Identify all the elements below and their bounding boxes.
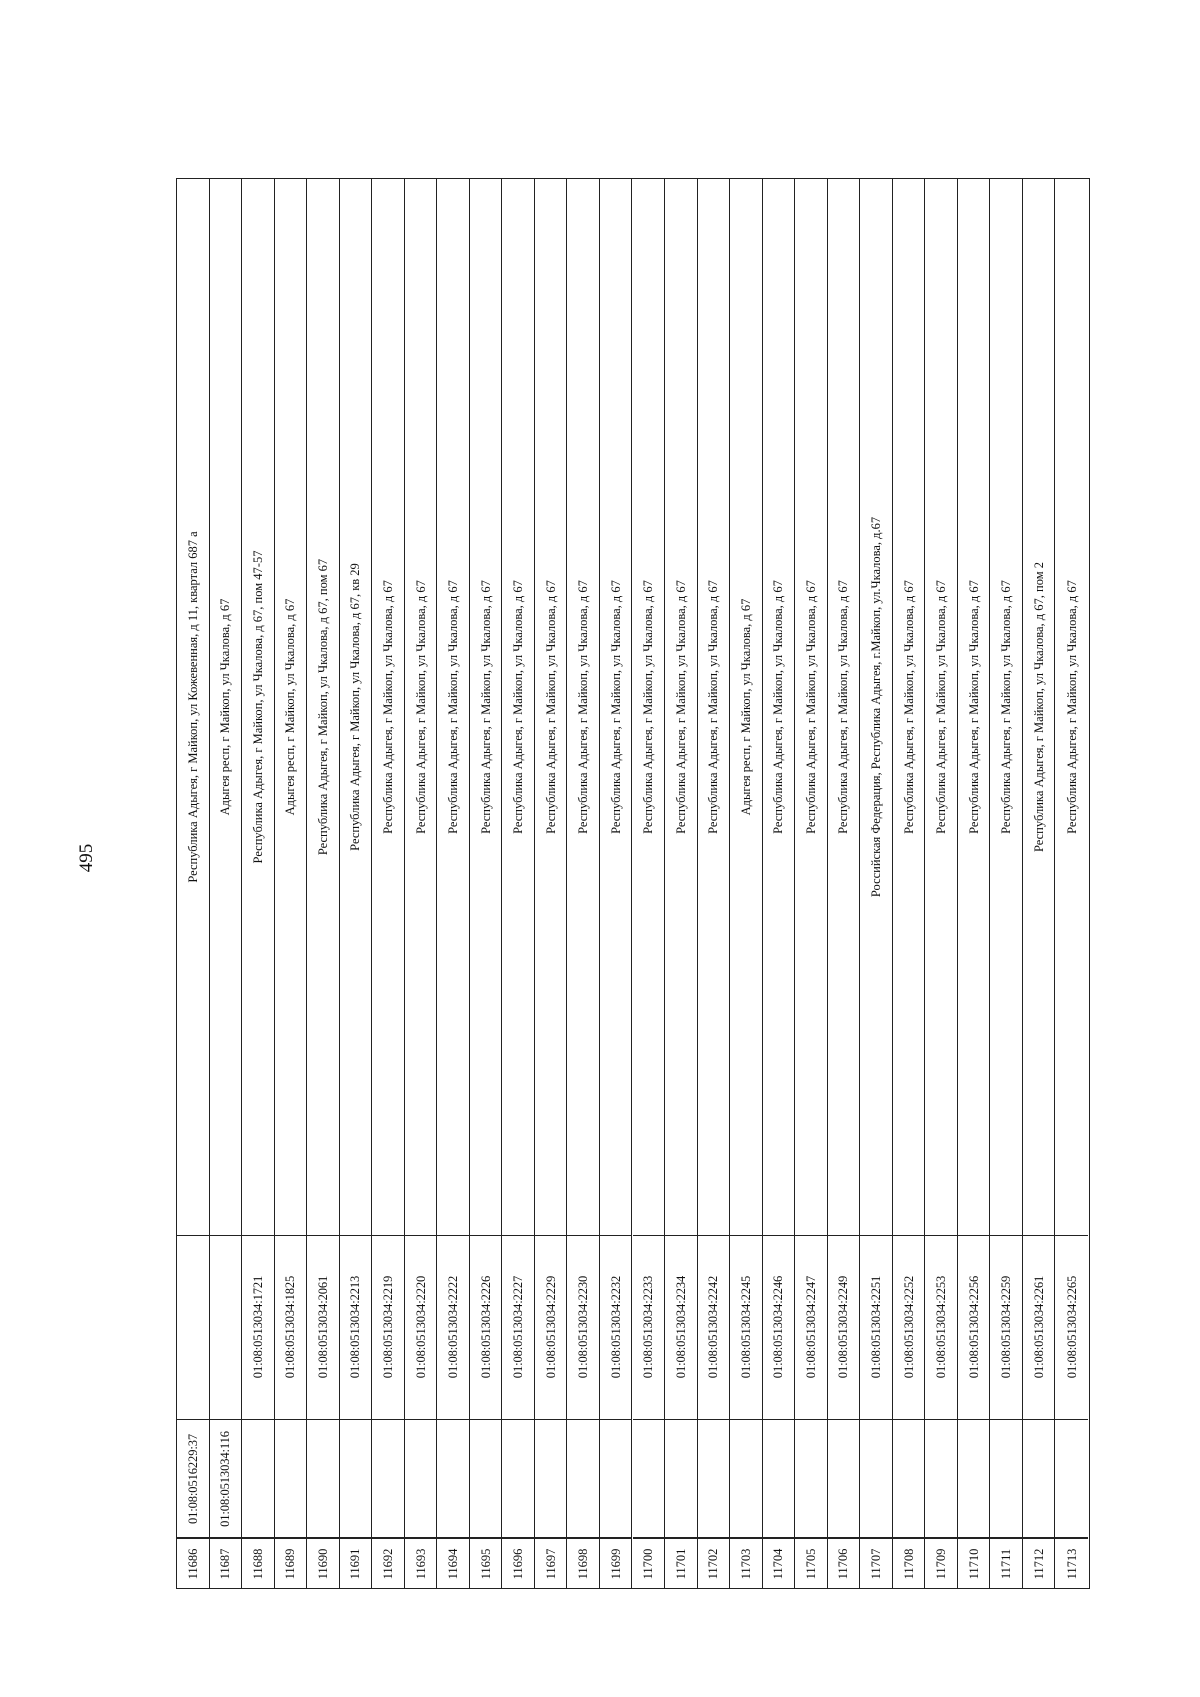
object-cadastral-number-cell [633, 1234, 665, 1419]
row-number-cell-text: 11688 [250, 1548, 265, 1579]
cadastral-number-cell [275, 1419, 307, 1538]
object-cadastral-number-cell-text: 01:08:0513034:2232 [608, 1275, 623, 1378]
row-number-cell-text: 11697 [543, 1548, 558, 1579]
address-cell [340, 179, 372, 1236]
row-number-cell [275, 1538, 307, 1588]
row-number-cell [177, 1538, 209, 1588]
object-cadastral-number-cell [958, 1234, 990, 1419]
row-number-cell-text: 11689 [283, 1548, 298, 1579]
object-cadastral-number-cell [600, 1234, 632, 1419]
row-number-cell [893, 1538, 925, 1588]
row-number-cell-text: 11691 [348, 1548, 363, 1579]
address-cell-text: Республика Адыгея, г Майкоп, ул Чкалова, д 67 [934, 580, 949, 834]
row-number-cell-text: 11704 [771, 1548, 786, 1579]
address-cell-text: Республика Адыгея, г Майкоп, ул Чкалова, д 67 [478, 580, 493, 834]
row-number-cell-text: 11702 [706, 1548, 721, 1579]
row-number-cell [990, 1538, 1022, 1588]
row-number-cell-text: 11710 [966, 1548, 981, 1579]
row-number-cell [925, 1538, 957, 1588]
page-number: 495 [76, 843, 97, 873]
row-number-cell-text: 11696 [511, 1548, 526, 1579]
table-row [860, 179, 893, 1588]
address-cell [925, 179, 957, 1236]
address-cell-text: Республика Адыгея, г Майкоп, ул Чкалова, д 67 [608, 580, 623, 834]
address-cell [567, 179, 599, 1236]
cadastral-number-cell [242, 1419, 274, 1538]
table-row [535, 179, 568, 1588]
object-cadastral-number-cell-text: 01:08:0513034:2256 [966, 1275, 981, 1378]
row-number-cell [372, 1538, 404, 1588]
address-cell [795, 179, 827, 1236]
object-cadastral-number-cell-text: 01:08:0513034:2222 [446, 1275, 461, 1378]
row-number-cell [795, 1538, 827, 1588]
row-number-cell-text: 11686 [185, 1548, 200, 1579]
address-cell [665, 179, 697, 1236]
row-number-cell-text: 11707 [869, 1548, 884, 1579]
table-row [177, 179, 210, 1588]
object-cadastral-number-cell [860, 1234, 892, 1419]
row-number-cell-text: 11712 [1031, 1548, 1046, 1579]
table-row [763, 179, 796, 1588]
address-cell-text: Республика Адыгея, г Майкоп, ул Чкалова, д 67 [446, 580, 461, 834]
address-cell-text: Адыгея респ, г Майкоп, ул Чкалова, д 67 [283, 598, 298, 816]
cadastral-number-cell [567, 1419, 599, 1538]
table-row [958, 179, 991, 1588]
cadastral-number-cell [340, 1419, 372, 1538]
table-row [567, 179, 600, 1588]
object-cadastral-number-cell [470, 1234, 502, 1419]
address-cell-text: Республика Адыгея, г Майкоп, ул Чкалова, д 67 [901, 580, 916, 834]
address-cell [1055, 179, 1088, 1236]
row-number-cell [535, 1538, 567, 1588]
address-cell-text: Республика Адыгея, г Майкоп, ул Чкалова, д 67 [511, 580, 526, 834]
row-number-cell [307, 1538, 339, 1588]
address-cell-text: Адыгея респ, г Майкоп, ул Чкалова, д 67 [218, 598, 233, 816]
object-cadastral-number-cell-text: 01:08:0513034:2259 [999, 1275, 1014, 1378]
cadastral-number-cell [1055, 1419, 1088, 1538]
cadastral-number-cell [372, 1419, 404, 1538]
cadastral-number-cell [405, 1419, 437, 1538]
table-row [1023, 179, 1056, 1588]
address-cell-text: Республика Адыгея, г Майкоп, ул Чкалова, д 67 [543, 580, 558, 834]
row-number-cell [958, 1538, 990, 1588]
row-number-cell [600, 1538, 632, 1588]
address-cell-text: Адыгея респ, г Майкоп, ул Чкалова, д 67 [738, 598, 753, 816]
table-row [275, 179, 308, 1588]
address-cell-text: Республика Адыгея, г Майкоп, ул Чкалова, д 67 [641, 580, 656, 834]
object-cadastral-number-cell-text: 01:08:0513034:2245 [738, 1275, 753, 1378]
object-cadastral-number-cell [307, 1234, 339, 1419]
cadastral-number-cell [535, 1419, 567, 1538]
row-number-cell [470, 1538, 502, 1588]
object-cadastral-number-cell [828, 1234, 860, 1419]
object-cadastral-number-cell [275, 1234, 307, 1419]
row-number-cell [567, 1538, 599, 1588]
table-row [600, 179, 633, 1588]
address-cell [307, 179, 339, 1236]
row-number-cell-text: 11699 [608, 1548, 623, 1579]
address-cell-text: Республика Адыгея, г Майкоп, ул Кожевенная, д 11, квартал 687 а [185, 531, 200, 883]
address-cell-text: Республика Адыгея, г Майкоп, ул Чкалова, д 67 [966, 580, 981, 834]
address-cell [600, 179, 632, 1236]
address-cell-text: Российская Федерация, Республика Адыгея, г.Майкоп, ул.Чкалова, д.67 [869, 516, 884, 898]
address-cell [372, 179, 404, 1236]
cadastral-number-cell-text: 01:08:0516229:37 [185, 1433, 200, 1524]
table-row [210, 179, 243, 1588]
row-number-cell [698, 1538, 730, 1588]
address-cell [177, 179, 209, 1236]
address-cell [698, 179, 730, 1236]
address-cell [893, 179, 925, 1236]
row-number-cell [1055, 1538, 1088, 1588]
cadastral-number-cell [925, 1419, 957, 1538]
row-number-cell [405, 1538, 437, 1588]
cadastral-number-cell [893, 1419, 925, 1538]
address-cell-text: Республика Адыгея, г Майкоп, ул Чкалова, д 67, пом 2 [1031, 561, 1046, 853]
cadastral-number-cell [730, 1419, 762, 1538]
table-row [307, 179, 340, 1588]
object-cadastral-number-cell-text: 01:08:0513034:2261 [1031, 1275, 1046, 1378]
row-number-cell [730, 1538, 762, 1588]
address-cell [275, 179, 307, 1236]
address-cell [990, 179, 1022, 1236]
row-number-cell [860, 1538, 892, 1588]
address-cell-text: Республика Адыгея, г Майкоп, ул Чкалова, д 67 [803, 580, 818, 834]
table-row [925, 179, 958, 1588]
address-cell [730, 179, 762, 1236]
object-cadastral-number-cell-text: 01:08:0513034:2253 [934, 1275, 949, 1378]
cadastral-number-cell [210, 1419, 242, 1538]
address-cell-text: Республика Адыгея, г Майкоп, ул Чкалова, д 67 [836, 580, 851, 834]
row-number-cell [340, 1538, 372, 1588]
row-number-cell [763, 1538, 795, 1588]
row-number-cell-text: 11690 [315, 1548, 330, 1579]
object-cadastral-number-cell-text: 01:08:0513034:2233 [641, 1275, 656, 1378]
object-cadastral-number-cell [242, 1234, 274, 1419]
cadastral-number-cell [470, 1419, 502, 1538]
row-number-cell-text: 11705 [803, 1548, 818, 1579]
row-number-cell [828, 1538, 860, 1588]
table-row [698, 179, 731, 1588]
cadastral-number-cell [437, 1419, 469, 1538]
object-cadastral-number-cell-text: 01:08:0513034:2226 [478, 1275, 493, 1378]
row-number-cell-text: 11713 [1064, 1548, 1079, 1579]
address-cell [763, 179, 795, 1236]
address-cell [437, 179, 469, 1236]
address-cell-text: Республика Адыгея, г Майкоп, ул Чкалова, д 67, кв 29 [348, 563, 363, 851]
table-row [242, 179, 275, 1588]
address-cell-text: Республика Адыгея, г Майкоп, ул Чкалова, д 67, пом 67 [315, 558, 330, 856]
table-row [502, 179, 535, 1588]
object-cadastral-number-cell [567, 1234, 599, 1419]
address-cell [633, 179, 665, 1236]
row-number-cell-text: 11687 [218, 1548, 233, 1579]
row-number-cell-text: 11695 [478, 1548, 493, 1579]
object-cadastral-number-cell-text: 01:08:0513034:2229 [543, 1275, 558, 1378]
row-number-cell-text: 11708 [901, 1548, 916, 1579]
row-number-cell-text: 11700 [641, 1548, 656, 1579]
row-number-cell [437, 1538, 469, 1588]
cadastral-number-cell [307, 1419, 339, 1538]
object-cadastral-number-cell-text: 01:08:0513034:2246 [771, 1275, 786, 1378]
address-cell-text: Республика Адыгея, г Майкоп, ул Чкалова, д 67 [380, 580, 395, 834]
object-cadastral-number-cell [763, 1234, 795, 1419]
object-cadastral-number-cell [1023, 1234, 1055, 1419]
cadastral-number-cell [665, 1419, 697, 1538]
object-cadastral-number-cell [405, 1234, 437, 1419]
object-cadastral-number-cell [437, 1234, 469, 1419]
table-row [1055, 179, 1088, 1588]
row-number-cell [665, 1538, 697, 1588]
address-cell [1023, 179, 1055, 1236]
row-number-cell-text: 11711 [999, 1548, 1014, 1579]
table-row [437, 179, 470, 1588]
object-cadastral-number-cell-text: 01:08:0513034:2219 [380, 1275, 395, 1378]
cadastral-number-cell [177, 1419, 209, 1538]
cadastral-number-cell [1023, 1419, 1055, 1538]
object-cadastral-number-cell [925, 1234, 957, 1419]
row-number-cell [1023, 1538, 1055, 1588]
address-cell-text: Республика Адыгея, г Майкоп, ул Чкалова, д 67 [771, 580, 786, 834]
registry-table [176, 178, 1090, 1589]
cadastral-number-cell [795, 1419, 827, 1538]
object-cadastral-number-cell [893, 1234, 925, 1419]
object-cadastral-number-cell-text: 01:08:0513034:2252 [901, 1275, 916, 1378]
object-cadastral-number-cell-text: 01:08:0513034:2249 [836, 1275, 851, 1378]
object-cadastral-number-cell-text: 01:08:0513034:2247 [803, 1275, 818, 1378]
cadastral-number-cell [958, 1419, 990, 1538]
address-cell-text: Республика Адыгея, г Майкоп, ул Чкалова, д 67 [673, 580, 688, 834]
row-number-cell [633, 1538, 665, 1588]
address-cell [470, 179, 502, 1236]
row-number-cell-text: 11703 [738, 1548, 753, 1579]
table-row [372, 179, 405, 1588]
cadastral-number-cell [990, 1419, 1022, 1538]
row-number-cell-text: 11706 [836, 1548, 851, 1579]
cadastral-number-cell [860, 1419, 892, 1538]
table-row [730, 179, 763, 1588]
table-row [990, 179, 1023, 1588]
row-number-cell-text: 11709 [934, 1548, 949, 1579]
address-cell [405, 179, 437, 1236]
row-number-cell-text: 11693 [413, 1548, 428, 1579]
address-cell [502, 179, 534, 1236]
address-cell [828, 179, 860, 1236]
object-cadastral-number-cell [665, 1234, 697, 1419]
object-cadastral-number-cell-text: 01:08:0513034:2230 [576, 1275, 591, 1378]
address-cell-text: Республика Адыгея, г Майкоп, ул Чкалова, д 67, пом 47-57 [250, 550, 265, 864]
table-row [665, 179, 698, 1588]
object-cadastral-number-cell-text: 01:08:0513034:1721 [250, 1275, 265, 1378]
table-row [633, 179, 666, 1588]
table-row [893, 179, 926, 1588]
object-cadastral-number-cell [210, 1234, 242, 1419]
table-row [828, 179, 861, 1588]
address-cell [535, 179, 567, 1236]
object-cadastral-number-cell-text: 01:08:0513034:2234 [673, 1275, 688, 1378]
address-cell-text: Республика Адыгея, г Майкоп, ул Чкалова, д 67 [1064, 580, 1079, 834]
object-cadastral-number-cell [795, 1234, 827, 1419]
cadastral-number-cell [600, 1419, 632, 1538]
row-number-cell [242, 1538, 274, 1588]
row-number-cell-text: 11692 [380, 1548, 395, 1579]
address-cell-text: Республика Адыгея, г Майкоп, ул Чкалова, д 67 [706, 580, 721, 834]
cadastral-number-cell [698, 1419, 730, 1538]
cadastral-number-cell [502, 1419, 534, 1538]
object-cadastral-number-cell [535, 1234, 567, 1419]
object-cadastral-number-cell-text: 01:08:0513034:1825 [283, 1275, 298, 1378]
object-cadastral-number-cell [372, 1234, 404, 1419]
table-row [470, 179, 503, 1588]
object-cadastral-number-cell [1055, 1234, 1088, 1419]
object-cadastral-number-cell [340, 1234, 372, 1419]
object-cadastral-number-cell-text: 01:08:0513034:2220 [413, 1275, 428, 1378]
row-number-cell-text: 11701 [673, 1548, 688, 1579]
address-cell [860, 179, 892, 1236]
row-number-cell [210, 1538, 242, 1588]
object-cadastral-number-cell [990, 1234, 1022, 1419]
address-cell [242, 179, 274, 1236]
object-cadastral-number-cell-text: 01:08:0513034:2242 [706, 1275, 721, 1378]
address-cell-text: Республика Адыгея, г Майкоп, ул Чкалова, д 67 [413, 580, 428, 834]
table-row [405, 179, 438, 1588]
address-cell-text: Республика Адыгея, г Майкоп, ул Чкалова, д 67 [576, 580, 591, 834]
address-cell [210, 179, 242, 1236]
table-row [795, 179, 828, 1588]
cadastral-number-cell-text: 01:08:0513034:116 [218, 1430, 233, 1527]
row-number-cell [502, 1538, 534, 1588]
row-number-cell-text: 11694 [446, 1548, 461, 1579]
object-cadastral-number-cell-text: 01:08:0513034:2265 [1064, 1275, 1079, 1378]
row-number-cell-text: 11698 [576, 1548, 591, 1579]
object-cadastral-number-cell [177, 1234, 209, 1419]
object-cadastral-number-cell-text: 01:08:0513034:2251 [869, 1275, 884, 1378]
address-cell-text: Республика Адыгея, г Майкоп, ул Чкалова, д 67 [999, 580, 1014, 834]
cadastral-number-cell [828, 1419, 860, 1538]
cadastral-number-cell [763, 1419, 795, 1538]
table-row [340, 179, 373, 1588]
address-cell [958, 179, 990, 1236]
object-cadastral-number-cell-text: 01:08:0513034:2061 [315, 1275, 330, 1378]
object-cadastral-number-cell-text: 01:08:0513034:2213 [348, 1275, 363, 1378]
object-cadastral-number-cell-text: 01:08:0513034:2227 [511, 1275, 526, 1378]
object-cadastral-number-cell [502, 1234, 534, 1419]
cadastral-number-cell [633, 1419, 665, 1538]
object-cadastral-number-cell [730, 1234, 762, 1419]
object-cadastral-number-cell [698, 1234, 730, 1419]
